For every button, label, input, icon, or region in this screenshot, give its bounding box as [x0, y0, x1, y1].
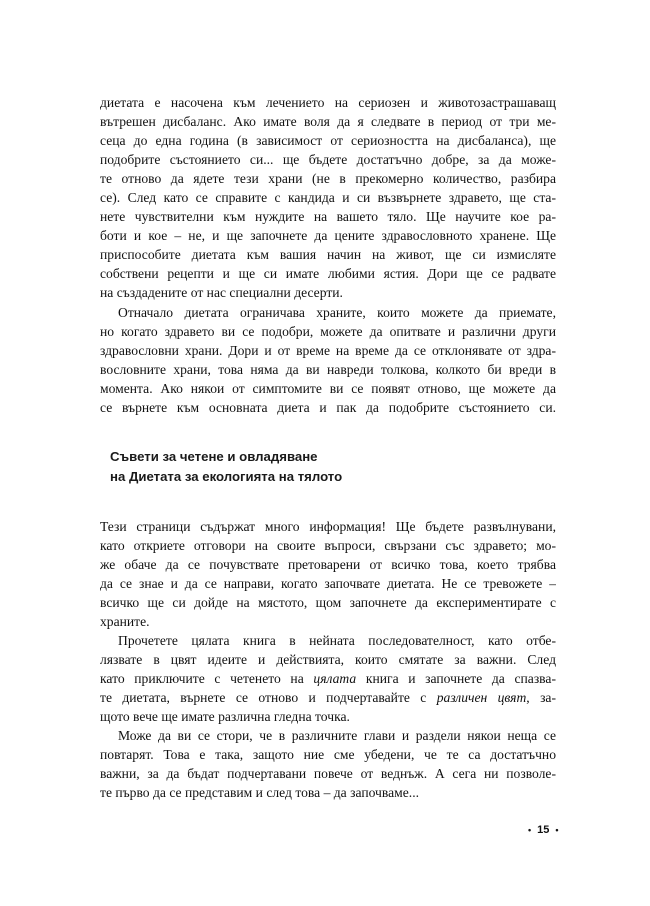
text-line: храните. — [100, 614, 150, 630]
text-line: те първо да се представим и след това – да започваме... — [100, 785, 420, 801]
text-line: да се знае и да се направи, когато започвате диетата. Не се тревожете – — [100, 575, 556, 591]
text-line: приспособите диетата към вашия начин на живот, ще си измисляте — [100, 247, 556, 263]
text-line: лязвате в цвят идеите и действията, които смятате за важни. След — [100, 652, 556, 668]
emphasis: цялата — [313, 671, 357, 687]
paragraph — [100, 631, 556, 726]
text-span: те диетата, върнете се отново и подчертавайте с — [100, 690, 437, 706]
text-line — [100, 688, 556, 707]
text-line: подобрите състоянието си... ще бъдете достатъчно добре, за да може- — [100, 152, 556, 168]
text-line: те отново да ядете тези храни (не в прекомерно количество, разбира — [100, 171, 556, 187]
text-line: важни, за да бъдат подчертавани повече от веднъж. А сега ни позволе- — [100, 766, 556, 782]
page-body — [100, 93, 556, 803]
text-span: , за- — [526, 690, 556, 706]
text-line: вословните храни, това няма да ви навреди толкова, колкото би вреди в — [100, 361, 556, 377]
text-line: сеца до една година (в зависимост от сериозността на дисбаланса), ще — [100, 133, 556, 149]
text-line: се върнете към основната диета и пак да подобрите състоянието си. — [100, 399, 556, 415]
text-line: собствени рецепти и ще си имате любими ястия. Дори ще се радвате — [100, 266, 556, 282]
paragraph — [100, 303, 556, 417]
text-line: Тези страници съдържат много информация! Ще бъдете развълнувани, — [100, 518, 556, 534]
text-line: на създадените от нас специални десерти. — [100, 285, 343, 301]
text-line — [100, 669, 556, 688]
text-line: щото вече ще имате различна гледна точка. — [100, 709, 350, 725]
text-line: боти и кое – не, и ще започнете да цените здравословното хранене. Ще — [100, 228, 556, 244]
text-line: же обаче да се почувствате претоварени от всичко това, което трябва — [100, 556, 556, 572]
bullet-ornament-icon: • — [555, 825, 559, 835]
emphasis: различен цвят — [436, 690, 527, 706]
text-line: Прочетете цялата книга в нейната последователност, като отбе- — [118, 633, 556, 649]
text-span: книга и започнете да спазва- — [356, 671, 556, 687]
text-span: като приключите с четенето на — [100, 671, 314, 687]
paragraph — [100, 726, 556, 802]
text-line: вътрешен дисбаланс. Ако имате воля да я следвате в период от три ме- — [100, 114, 556, 130]
text-line: Отначало диетата ограничава храните, които можете да приемате, — [118, 304, 556, 320]
text-line: момента. Ако някои от симптомите ви се появят отново, ще можете да — [100, 380, 556, 396]
paragraph — [100, 93, 556, 303]
page-number-footer — [522, 824, 565, 836]
bullet-ornament-icon: • — [528, 825, 532, 835]
section-heading — [100, 447, 556, 487]
text-line: диетата е насочена към лечението на сериозен и животозастрашаващ — [100, 95, 556, 110]
text-line: но когато здравето ви се подобри, можете да опитвате и различни други — [100, 323, 556, 339]
paragraph — [100, 517, 556, 631]
text-line: здравословни храни. Дори и от време на време да се отклонявате от здра- — [100, 342, 556, 358]
text-line: като откриете отговори на своите въпроси, свързани със здравето; мо- — [100, 537, 556, 553]
text-line: Може да ви се стори, че в различните глави и раздели някои неща се — [118, 728, 556, 744]
text-line: се). След като се справите с кандида и си възвърнете здравето, ще ста- — [100, 190, 556, 206]
page-number: 15 — [537, 824, 550, 836]
text-line: повтарят. Това е така, защото ние сме убедени, че те са достатъчно — [100, 747, 556, 763]
heading-line: на Диетата за екологията на тялото — [110, 468, 343, 484]
text-line: нете чувствителни към нуждите на вашето тяло. Ще научите кое ра- — [100, 209, 556, 225]
text-line: всичко ще си дойде на мястото, щом започнете да експериментирате с — [100, 594, 556, 610]
heading-line: Съвети за четене и овладяване — [110, 448, 318, 464]
